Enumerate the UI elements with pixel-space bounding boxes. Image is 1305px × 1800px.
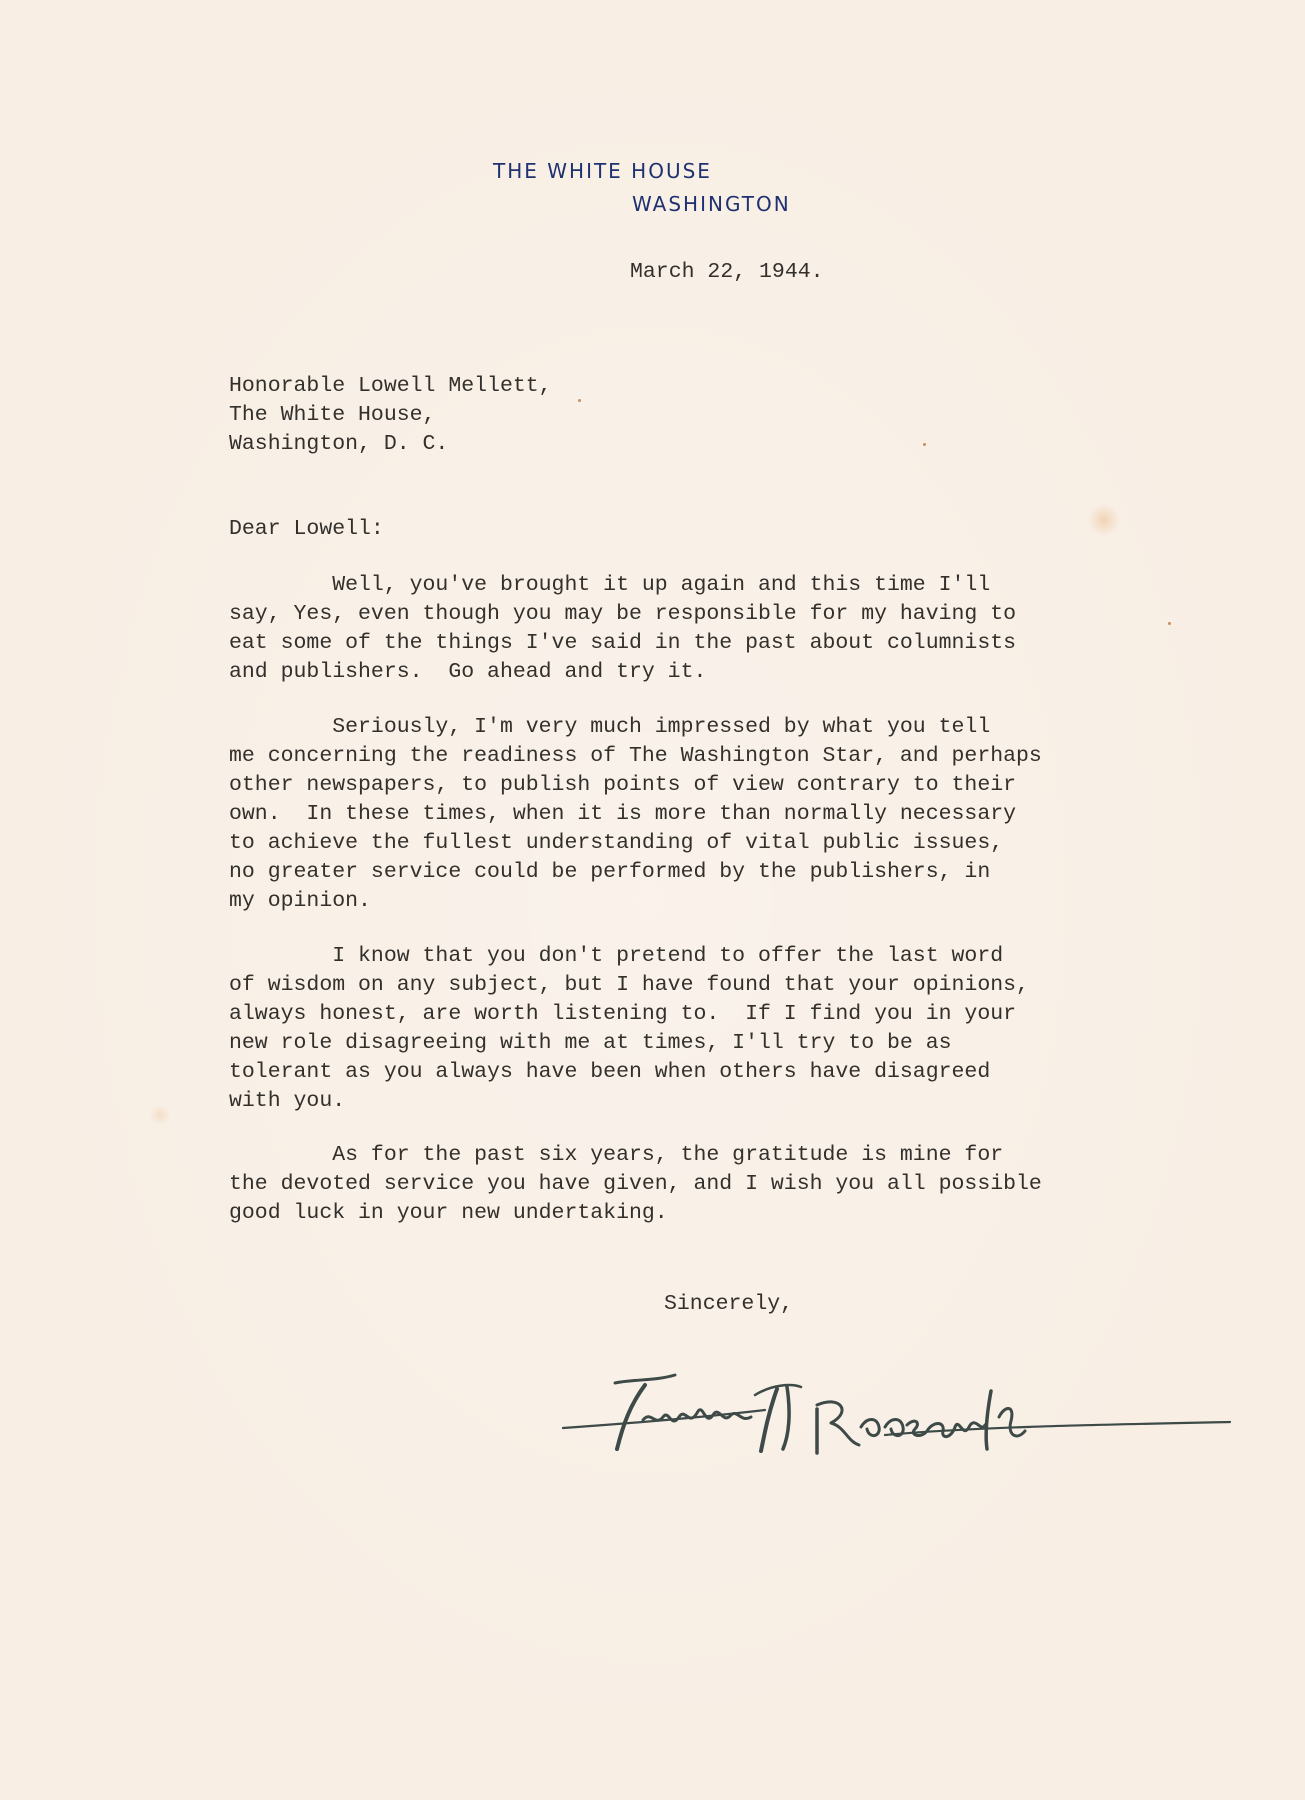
text-line: no greater service could be performed by the publishers, in [229,860,991,884]
text-line: Seriously, I'm very much impressed by what you tell [229,715,991,739]
paragraph-2 [229,713,1042,916]
paragraph-1 [229,571,1016,687]
text-line: own. In these times, when it is more than normally necessary [229,802,1017,826]
text-line: and publishers. Go ahead and try it. [229,660,707,684]
text-line: new role disagreeing with me at times, I'll try to be as [229,1031,952,1055]
text-line: I know that you don't pretend to offer the last word [229,944,1004,968]
address-line: Honorable Lowell Mellett, [229,374,552,398]
paragraph-3 [229,942,1029,1116]
letterhead-title: THE WHITE HOUSE [493,159,712,183]
paper-speck [923,443,926,446]
letter-date: March 22, 1944. [630,260,824,284]
text-line: other newspapers, to publish points of view contrary to their [229,773,1017,797]
paragraph-4 [229,1141,1042,1228]
text-line: As for the past six years, the gratitude is mine for [229,1143,1004,1167]
text-line: me concerning the readiness of The Washington Star, and perhaps [229,744,1042,768]
text-line: with you. [229,1089,346,1113]
salutation: Dear Lowell: [229,517,384,541]
letterhead-city: WASHINGTON [632,192,791,216]
closing: Sincerely, [664,1292,794,1316]
paper-speck [578,399,581,402]
text-line: good luck in your new undertaking. [229,1201,668,1225]
text-line: of wisdom on any subject, but I have found that your opinions, [229,973,1029,997]
text-line: tolerant as you always have been when others have disagreed [229,1060,991,1084]
text-line: to achieve the fullest understanding of vital public issues, [229,831,1004,855]
text-line: say, Yes, even though you may be responsible for my having to [229,602,1017,626]
paper-speck [1168,622,1171,625]
text-line: eat some of the things I've said in the past about columnists [229,631,1017,655]
address-line: Washington, D. C. [229,432,449,456]
signature [555,1365,1235,1475]
text-line: the devoted service you have given, and I wish you all possible [229,1172,1042,1196]
address-line: The White House, [229,403,436,427]
text-line: always honest, are worth listening to. If I find you in your [229,1002,1017,1026]
recipient-address [229,372,552,459]
text-line: my opinion. [229,889,371,913]
text-line: Well, you've brought it up again and this time I'll [229,573,991,597]
